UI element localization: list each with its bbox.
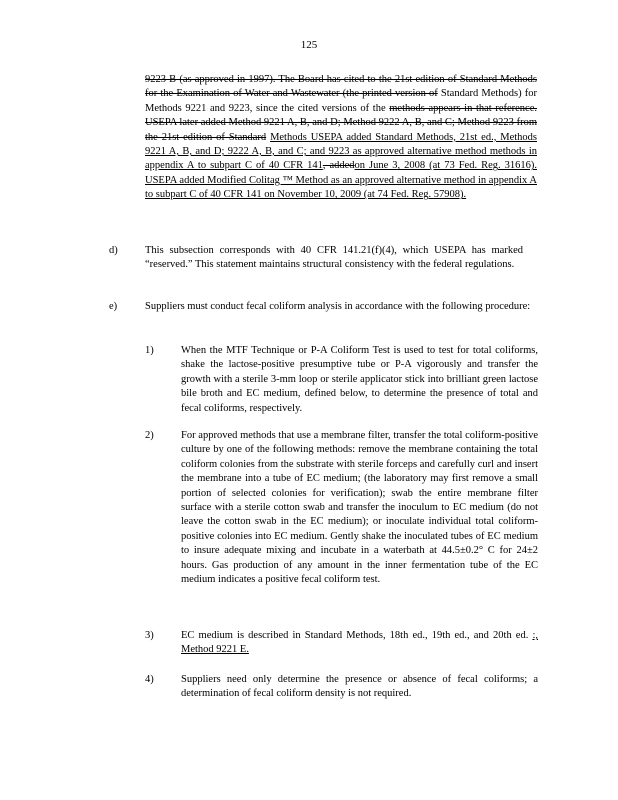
item-1-text: When the MTF Technique or P-A Coliform Test is used to test for total coliforms, shake the lactose-positive presumptive tube or P-A vigorously and transfer the growth with a sterile 3-mm loop or sterile applicator stick into brilliant green lactose bile broth and EC medium, defined below, to determine the presence of total and fecal coliforms, respectively.	[181, 345, 538, 414]
item-1-label: 1)	[145, 345, 154, 356]
inserted-text: Methods USEPA added Standard Methods, 21st ed., Methods 9221 A, B, and D; 9222 A, B, and C; and 9223 as approved alternative method methods in appendix A to subpart C of 40 CFR 141	[145, 131, 537, 172]
item-3-label: 3)	[145, 630, 154, 641]
item-3-text	[181, 629, 538, 658]
inserted-text: on June 3, 2008 (at 73 Fed. Reg. 31616). USEPA added Modified Colitag ™ Method as an approved alternative method in appendix A to subpart C of 40 CFR 141 on November 10, 2009 (at 74 Fed. Reg. 57908).	[145, 160, 537, 201]
deleted-text: 9223 B (as approved in 1997). The Board has cited to the 21st edition of Standard Methods for the Examination of Water and Wastewater (the printed version of	[145, 74, 537, 100]
deleted-text: methods appears in that reference. USEPA later added Method 9221 A, B, and D; Method 9222 A, B, and C; Method 9223 from the 21st edition of Standard	[145, 102, 538, 143]
intro-paragraph	[145, 73, 537, 203]
body-text: Standard Methods) for Methods 9221 and 9223, since the cited versions of the	[145, 88, 537, 114]
subsection-d-label: d)	[109, 245, 118, 256]
item-2-label: 2)	[145, 430, 154, 441]
item-3-text-main: EC medium is described in Standard Methods, 18th ed., 19th ed., and 20th ed.	[181, 630, 529, 641]
subsection-e-text: Suppliers must conduct fecal coliform analysis in accordance with the following procedure:	[145, 301, 531, 312]
page-number: 125	[300, 39, 318, 51]
subsection-d-text: This subsection corresponds with 40 CFR 141.21(f)(4), which USEPA has marked “reserved.” This statement maintains structural consistency with the federal regulations.	[145, 245, 523, 271]
deleted-text: , added	[322, 160, 355, 172]
inserted-text: :, Method 9221 E.	[181, 630, 538, 656]
item-4-text: Suppliers need only determine the presence or absence of fecal coliforms; a determination of fecal coliform density is not required.	[181, 674, 538, 700]
item-4-label: 4)	[145, 674, 154, 685]
item-2-text: For approved methods that use a membrane filter, transfer the total coliform-positive culture by one of the following methods: remove the membrane containing the total coliform colonies from the substrate with sterile forceps and carefully curl and insert the membrane into a tube of EC medium; (the laboratory may first remove a small portion of selected colonies for verification); swab the entire membrane filter surface with a sterile cotton swab and transfer the inoculum to EC medium (do not leave the cotton swab in the EC medium); or inoculate individual total coliform-positive colonies into EC medium. Gently shake the inoculated tubes of EC medium to insure adequate mixing and incubate in a waterbath at 44.5±0.2° C for 24±2 hours. Gas production of any amount in the inner fermentation tube of the EC medium indicates a positive fecal coliform test.	[181, 430, 538, 586]
subsection-e-label: e)	[109, 301, 118, 312]
